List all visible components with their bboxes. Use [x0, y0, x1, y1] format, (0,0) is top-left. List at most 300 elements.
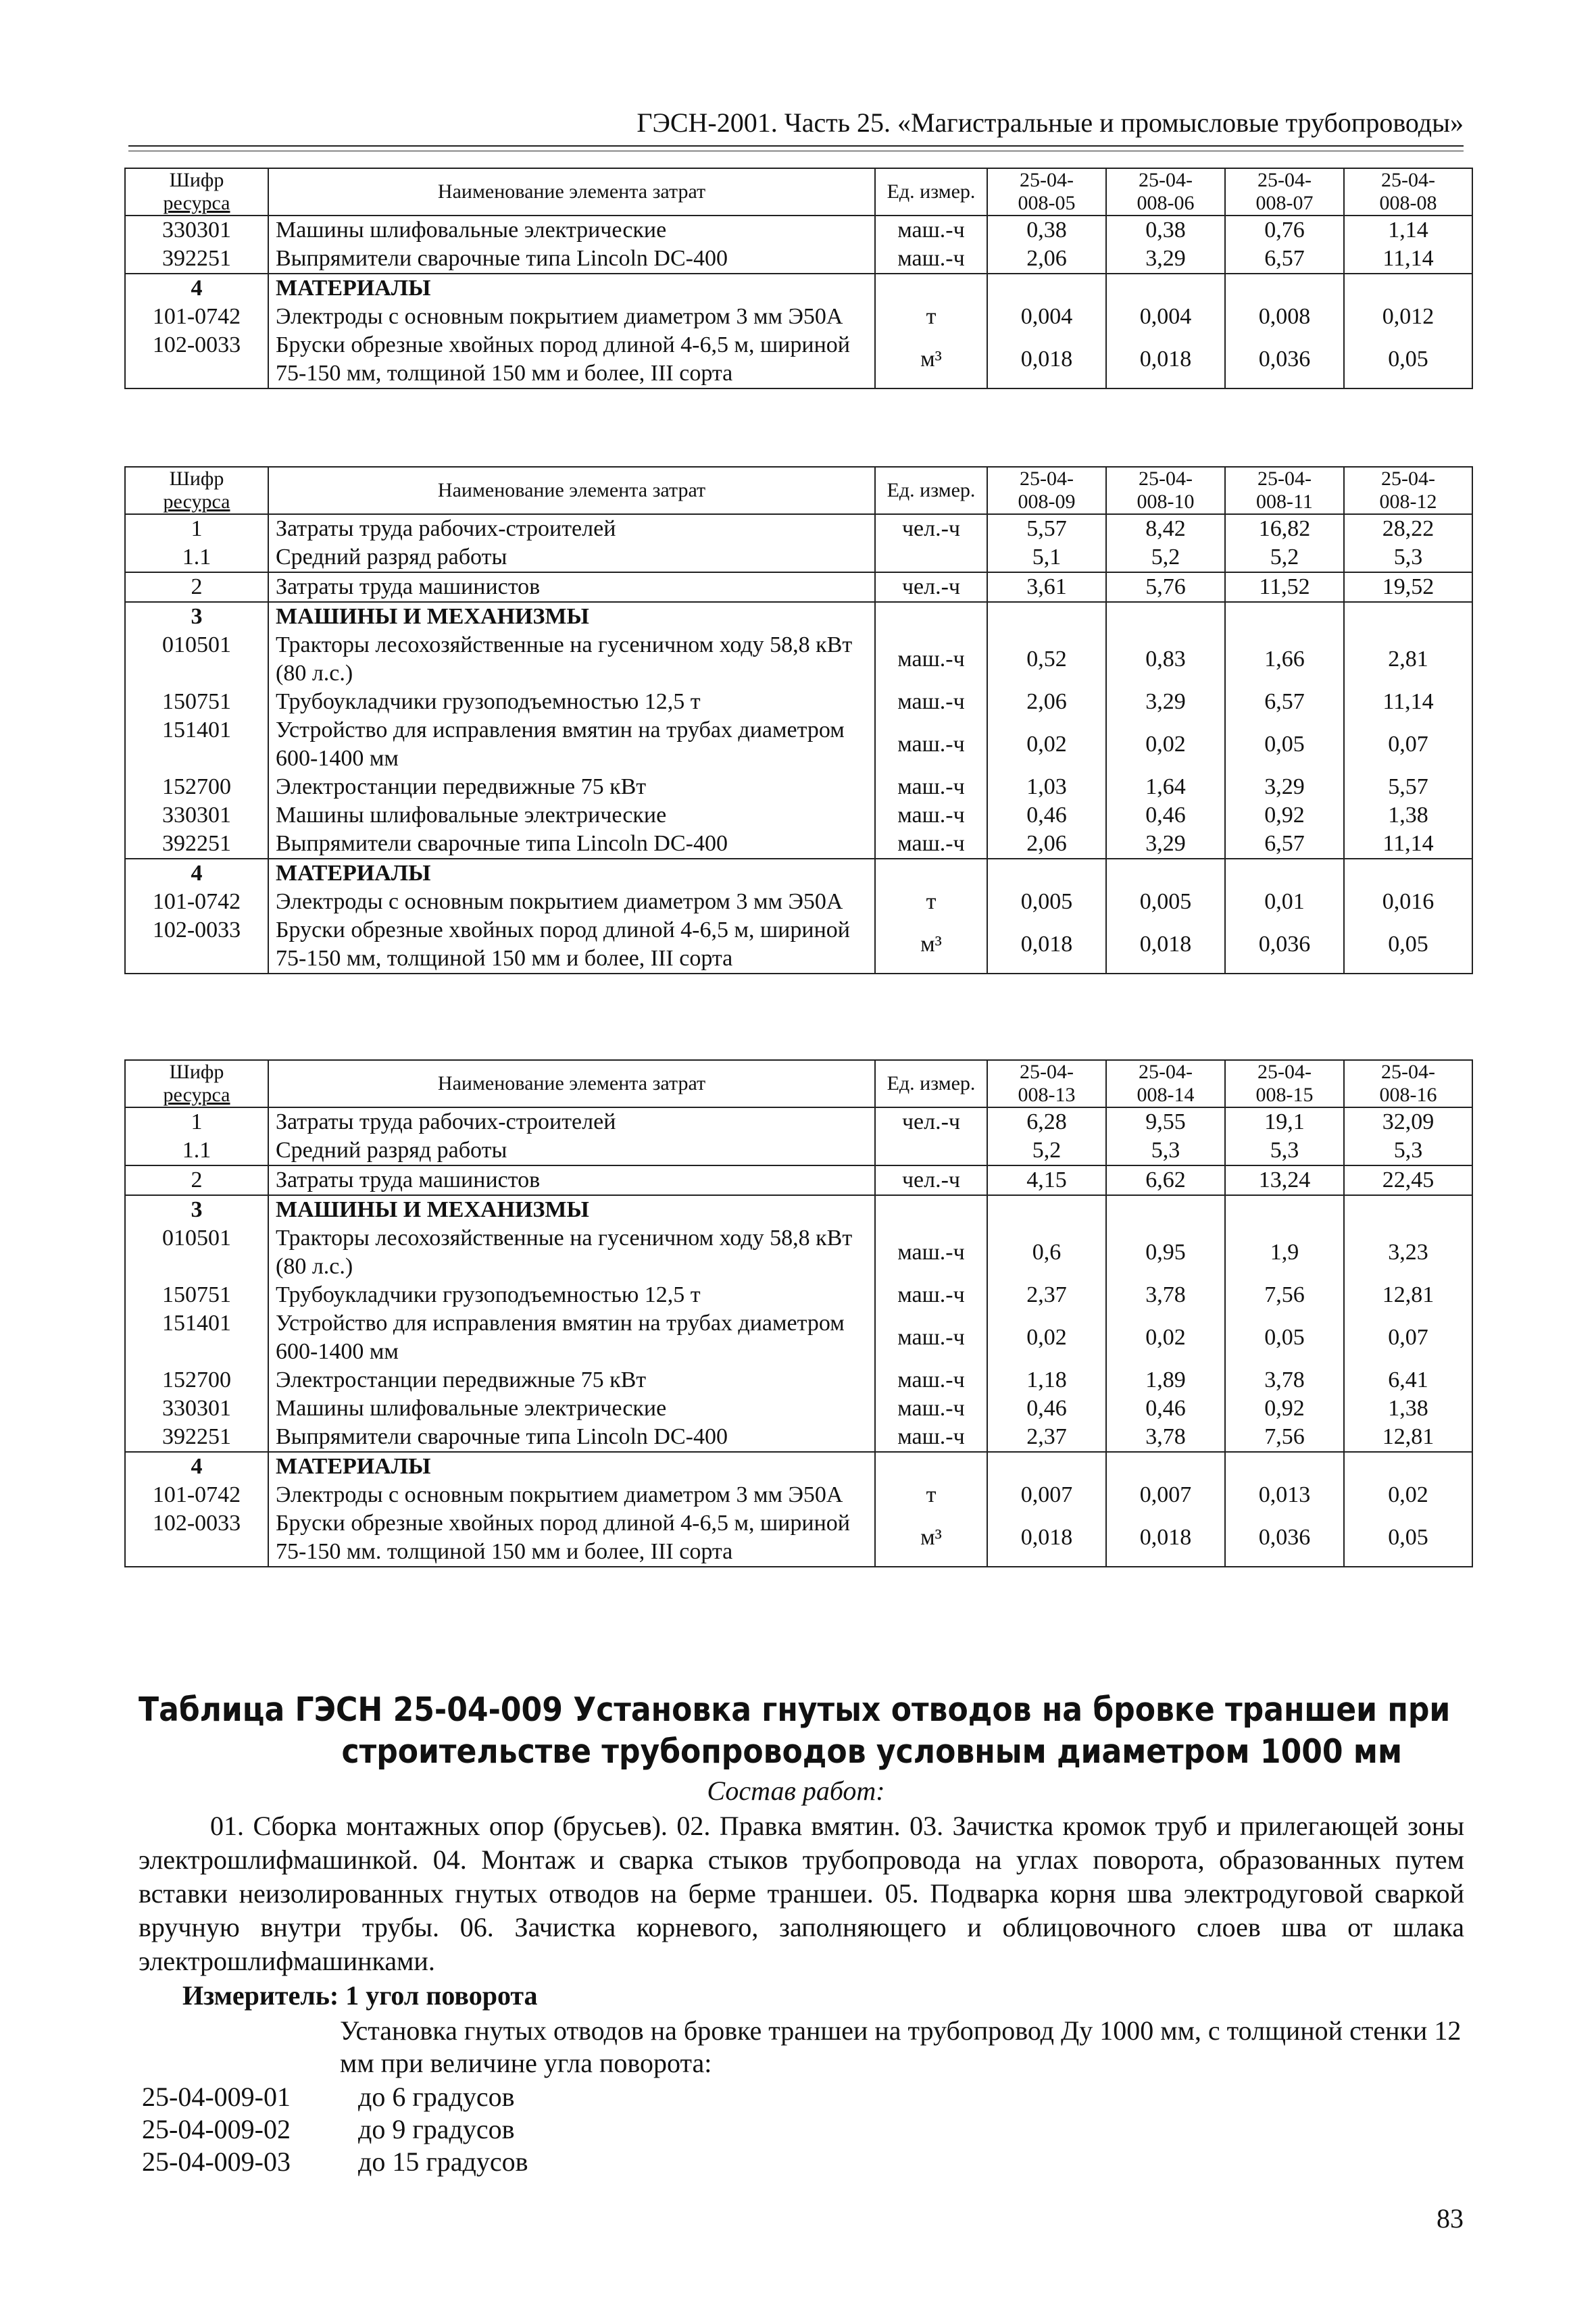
- cost-element-name: Машины шлифовальные электрические: [268, 801, 875, 830]
- value-cell: 0,016: [1344, 888, 1472, 916]
- position-item: [142, 2113, 515, 2146]
- value-cell: 0,004: [987, 303, 1106, 331]
- value-cell: 2,81: [1344, 631, 1472, 688]
- value-cell: 3,78: [1225, 1366, 1344, 1394]
- value-cell: 0,92: [1225, 1394, 1344, 1423]
- value-cell: 0,007: [1106, 1481, 1225, 1509]
- value-cell: 0,52: [987, 631, 1106, 688]
- cost-element-name: Устройство для исправления вмятин на трубах диаметром 600-1400 мм: [268, 1309, 875, 1366]
- table-header-row: [125, 467, 1472, 514]
- table-row: [125, 1309, 1472, 1366]
- resource-code: 102-0033: [125, 331, 268, 388]
- resource-code: 330301: [125, 801, 268, 830]
- value-cell: 6,41: [1344, 1366, 1472, 1394]
- cost-element-name: Выпрямители сварочные типа Lincoln DC-400: [268, 1423, 875, 1452]
- resource-code: 101-0742: [125, 888, 268, 916]
- position-item: [142, 2081, 515, 2113]
- value-cell: 0,05: [1344, 1509, 1472, 1567]
- header-label: 008-09: [1018, 491, 1076, 513]
- unit-cell: т: [875, 303, 987, 331]
- value-cell: 0,004: [1106, 303, 1225, 331]
- resource-code: 010501: [125, 1224, 268, 1281]
- value-cell: 0,76: [1225, 216, 1344, 245]
- value-cell: 1,89: [1106, 1366, 1225, 1394]
- value-cell: 3,29: [1106, 688, 1225, 716]
- cost-element-name: Машины шлифовальные электрические: [268, 1394, 875, 1423]
- value-cell: 3,78: [1106, 1423, 1225, 1452]
- value-cell: 0,018: [987, 1509, 1106, 1567]
- value-cell: 11,14: [1344, 245, 1472, 274]
- value-cell: 1,38: [1344, 1394, 1472, 1423]
- resource-code: 152700: [125, 1366, 268, 1394]
- header-norm-code: [1106, 168, 1225, 216]
- header-label: 25-04-: [1139, 169, 1193, 191]
- value-cell: 0,018: [1106, 331, 1225, 388]
- table-row: [125, 801, 1472, 830]
- cost-element-name: Электроды с основным покрытием диаметром 3 мм Э50А: [268, 888, 875, 916]
- value-cell: [1106, 602, 1225, 631]
- value-cell: 0,018: [1106, 916, 1225, 974]
- header-norm-code: [987, 168, 1106, 216]
- value-cell: 1,14: [1344, 216, 1472, 245]
- position-code: 25-04-009-01: [142, 2082, 291, 2112]
- value-cell: 1,66: [1225, 631, 1344, 688]
- value-cell: 0,46: [1106, 1394, 1225, 1423]
- value-cell: 0,005: [1106, 888, 1225, 916]
- resource-code: 102-0033: [125, 916, 268, 974]
- value-cell: 0,02: [1344, 1481, 1472, 1509]
- value-cell: [1106, 859, 1225, 888]
- value-cell: 5,3: [1106, 1136, 1225, 1165]
- value-cell: 2,37: [987, 1423, 1106, 1452]
- table-row: [125, 245, 1472, 274]
- value-cell: [987, 274, 1106, 303]
- value-cell: 9,55: [1106, 1107, 1225, 1136]
- cost-element-name: Выпрямители сварочные типа Lincoln DC-400: [268, 245, 875, 274]
- unit-cell: маш.-ч: [875, 830, 987, 859]
- header-label: 008-05: [1018, 192, 1076, 214]
- table-row: [125, 1423, 1472, 1452]
- cost-element-name: Электростанции передвижные 75 кВт: [268, 1366, 875, 1394]
- position-code: 25-04-009-02: [142, 2114, 291, 2144]
- header-label: Шифр: [169, 169, 224, 191]
- position-text: до 6 градусов: [358, 2082, 515, 2112]
- resource-code: 1: [125, 514, 268, 543]
- cost-element-name: Трубоукладчики грузоподъемностью 12,5 т: [268, 1281, 875, 1309]
- header-norm-code: [987, 1060, 1106, 1107]
- value-cell: 2,06: [987, 830, 1106, 859]
- value-cell: 6,28: [987, 1107, 1106, 1136]
- cost-element-name: Электроды с основным покрытием диаметром 3 мм Э50А: [268, 303, 875, 331]
- resource-table-3: [124, 1059, 1473, 1567]
- value-cell: 0,46: [987, 1394, 1106, 1423]
- cost-element-name: Затраты труда рабочих-строителей: [268, 1107, 875, 1136]
- value-cell: [1225, 602, 1344, 631]
- table-row: [125, 1366, 1472, 1394]
- value-cell: [1225, 1195, 1344, 1224]
- table-row: [125, 1136, 1472, 1165]
- resource-code: 330301: [125, 1394, 268, 1423]
- unit-cell: маш.-ч: [875, 716, 987, 773]
- unit-cell: маш.-ч: [875, 631, 987, 688]
- value-cell: 0,018: [1106, 1509, 1225, 1567]
- resource-code: 150751: [125, 688, 268, 716]
- value-cell: 11,14: [1344, 688, 1472, 716]
- cost-element-name: Электроды с основным покрытием диаметром 3 мм Э50А: [268, 1481, 875, 1509]
- value-cell: 0,007: [987, 1481, 1106, 1509]
- table-row: [125, 514, 1472, 543]
- cost-element-name: Электростанции передвижные 75 кВт: [268, 773, 875, 801]
- value-cell: 0,6: [987, 1224, 1106, 1281]
- resource-code: 101-0742: [125, 303, 268, 331]
- unit-cell: [875, 1136, 987, 1165]
- resource-code: 1.1: [125, 1136, 268, 1165]
- header-cost-element: Наименование элемента затрат: [268, 1060, 875, 1107]
- value-cell: 5,3: [1344, 1136, 1472, 1165]
- section-row: [125, 1195, 1472, 1224]
- value-cell: 7,56: [1225, 1281, 1344, 1309]
- value-cell: 1,18: [987, 1366, 1106, 1394]
- value-cell: [987, 1452, 1106, 1481]
- header-label: Шифр: [169, 468, 224, 490]
- unit-cell: маш.-ч: [875, 216, 987, 245]
- value-cell: [1106, 274, 1225, 303]
- section-title: [139, 1689, 1463, 1773]
- value-cell: 3,29: [1106, 830, 1225, 859]
- cost-element-name: Тракторы лесохозяйственные на гусеничном ходу 58,8 кВт (80 л.с.): [268, 631, 875, 688]
- header-label: 25-04-: [1139, 1061, 1193, 1083]
- value-cell: 22,45: [1344, 1165, 1472, 1195]
- cost-element-name: Устройство для исправления вмятин на трубах диаметром 600-1400 мм: [268, 716, 875, 773]
- cost-element-name: Бруски обрезные хвойных пород длиной 4-6,5 м, шириной 75-150 мм. толщиной 150 мм и более, III сорта: [268, 1509, 875, 1567]
- composition-label: Состав работ:: [707, 1776, 885, 1806]
- unit-cell: [875, 1452, 987, 1481]
- resource-code: 3: [125, 602, 268, 631]
- header-resource-code: [125, 467, 268, 514]
- value-cell: 0,05: [1225, 1309, 1344, 1366]
- value-cell: 5,2: [987, 1136, 1106, 1165]
- header-label: 008-07: [1255, 192, 1314, 214]
- value-cell: 0,018: [987, 331, 1106, 388]
- value-cell: 4,15: [987, 1165, 1106, 1195]
- table-row: [125, 773, 1472, 801]
- resource-code: 010501: [125, 631, 268, 688]
- unit-cell: чел.-ч: [875, 1165, 987, 1195]
- value-cell: 16,82: [1225, 514, 1344, 543]
- unit-cell: м³: [875, 1509, 987, 1567]
- table-row: [125, 830, 1472, 859]
- unit-cell: чел.-ч: [875, 1107, 987, 1136]
- resource-code: 4: [125, 1452, 268, 1481]
- value-cell: 5,76: [1106, 572, 1225, 602]
- value-cell: 12,81: [1344, 1281, 1472, 1309]
- value-cell: 11,14: [1344, 830, 1472, 859]
- value-cell: 0,46: [1106, 801, 1225, 830]
- cost-element-name: Затраты труда машинистов: [268, 572, 875, 602]
- header-norm-code: [1225, 168, 1344, 216]
- header-label: 25-04-: [1020, 1061, 1074, 1083]
- header-label: 008-14: [1137, 1084, 1195, 1106]
- value-cell: 3,29: [1106, 245, 1225, 274]
- section-title-line-2: строительстве трубопроводов условным диаметром 1000 мм: [341, 1732, 1402, 1771]
- resource-table-2: [124, 466, 1473, 974]
- header-norm-code: [1225, 1060, 1344, 1107]
- header-norm-code: [1344, 1060, 1472, 1107]
- section-row: [125, 274, 1472, 303]
- table-row: [125, 1509, 1472, 1567]
- header-label: 008-11: [1256, 491, 1313, 513]
- value-cell: 0,036: [1225, 331, 1344, 388]
- value-cell: [1344, 1452, 1472, 1481]
- value-cell: 3,78: [1106, 1281, 1225, 1309]
- value-cell: [1225, 274, 1344, 303]
- cost-element-name: Трубоукладчики грузоподъемностью 12,5 т: [268, 688, 875, 716]
- value-cell: 2,37: [987, 1281, 1106, 1309]
- value-cell: 0,02: [987, 716, 1106, 773]
- value-cell: 0,012: [1344, 303, 1472, 331]
- resource-code: 151401: [125, 716, 268, 773]
- value-cell: 5,2: [1225, 543, 1344, 572]
- value-cell: [1344, 274, 1472, 303]
- composition-text: 01. Сборка монтажных опор (брусьев). 02. Правка вмятин. 03. Зачистка кромок труб и прилегающей зоны электрошлифмашинкой. 04. Монтаж и сварка стыков трубопровода на углах поворота, образованных путем вставки неизолированных гнутых отводов на берме траншеи. 05. Подварка корня шва электродуговой сваркой вручную внутри трубы. 06. Зачистка корневого, заполняющего и облицовочного слоев шва от шлака электрошлифмашинками.: [139, 1811, 1464, 1976]
- value-cell: 0,02: [1106, 1309, 1225, 1366]
- resource-code: 4: [125, 859, 268, 888]
- unit-cell: т: [875, 1481, 987, 1509]
- table-row: [125, 888, 1472, 916]
- value-cell: 5,57: [1344, 773, 1472, 801]
- cost-element-name: МАТЕРИАЛЫ: [268, 859, 875, 888]
- value-cell: 2,06: [987, 245, 1106, 274]
- header-label: 25-04-: [1139, 468, 1193, 490]
- table-row: [125, 631, 1472, 688]
- header-norm-code: [1344, 168, 1472, 216]
- value-cell: 0,02: [1106, 716, 1225, 773]
- value-cell: 0,38: [987, 216, 1106, 245]
- value-cell: 12,81: [1344, 1423, 1472, 1452]
- value-cell: 11,52: [1225, 572, 1344, 602]
- header-norm-code: [1106, 1060, 1225, 1107]
- section-row: [125, 859, 1472, 888]
- header-cost-element: Наименование элемента затрат: [268, 168, 875, 216]
- table-row: [125, 331, 1472, 388]
- value-cell: 0,013: [1225, 1481, 1344, 1509]
- value-cell: 1,9: [1225, 1224, 1344, 1281]
- resource-code: 392251: [125, 830, 268, 859]
- unit-cell: маш.-ч: [875, 801, 987, 830]
- section-row: [125, 602, 1472, 631]
- unit-cell: м³: [875, 916, 987, 974]
- value-cell: [1344, 1195, 1472, 1224]
- running-header: ГЭСН-2001. Часть 25. «Магистральные и промысловые трубопроводы»: [637, 107, 1464, 138]
- cost-element-name: Средний разряд работы: [268, 1136, 875, 1165]
- value-cell: 5,3: [1344, 543, 1472, 572]
- table-row: [125, 572, 1472, 602]
- table-row: [125, 688, 1472, 716]
- value-cell: 0,05: [1225, 716, 1344, 773]
- cost-element-name: Затраты труда машинистов: [268, 1165, 875, 1195]
- header-cost-element: Наименование элемента затрат: [268, 467, 875, 514]
- unit-cell: маш.-ч: [875, 1366, 987, 1394]
- value-cell: 0,83: [1106, 631, 1225, 688]
- resource-code: 1: [125, 1107, 268, 1136]
- header-label: 25-04-: [1257, 1061, 1312, 1083]
- value-cell: [1106, 1195, 1225, 1224]
- header-rule: [128, 145, 1464, 147]
- cost-element-name: МАШИНЫ И МЕХАНИЗМЫ: [268, 1195, 875, 1224]
- value-cell: [1344, 859, 1472, 888]
- cost-element-name: Затраты труда рабочих-строителей: [268, 514, 875, 543]
- value-cell: 5,2: [1106, 543, 1225, 572]
- table-row: [125, 1107, 1472, 1136]
- unit-cell: [875, 543, 987, 572]
- value-cell: 28,22: [1344, 514, 1472, 543]
- value-cell: 0,07: [1344, 716, 1472, 773]
- value-cell: 13,24: [1225, 1165, 1344, 1195]
- section-title-line-1: Таблица ГЭСН 25-04-009 Установка гнутых отводов на бровке траншеи при: [139, 1690, 1451, 1729]
- section-row: [125, 1452, 1472, 1481]
- unit-cell: маш.-ч: [875, 1423, 987, 1452]
- header-label: 25-04-: [1257, 169, 1312, 191]
- table-row: [125, 1165, 1472, 1195]
- value-cell: 0,018: [987, 916, 1106, 974]
- resource-code: 151401: [125, 1309, 268, 1366]
- resource-code: 392251: [125, 245, 268, 274]
- value-cell: 0,05: [1344, 916, 1472, 974]
- unit-cell: [875, 859, 987, 888]
- header-label: Шифр: [169, 1061, 224, 1083]
- value-cell: 0,05: [1344, 331, 1472, 388]
- value-cell: [987, 1195, 1106, 1224]
- header-norm-code: [987, 467, 1106, 514]
- header-label: ресурса: [163, 491, 230, 513]
- value-cell: 5,3: [1225, 1136, 1344, 1165]
- header-resource-code: [125, 1060, 268, 1107]
- value-cell: [1225, 1452, 1344, 1481]
- unit-cell: [875, 274, 987, 303]
- meter-label: Измеритель: 1 угол поворота: [182, 1980, 538, 2011]
- header-resource-code: [125, 168, 268, 216]
- value-cell: 5,57: [987, 514, 1106, 543]
- value-cell: 0,036: [1225, 1509, 1344, 1567]
- table-row: [125, 1394, 1472, 1423]
- header-label: 25-04-: [1381, 468, 1435, 490]
- unit-cell: [875, 1195, 987, 1224]
- table-row: [125, 216, 1472, 245]
- value-cell: 0,005: [987, 888, 1106, 916]
- value-cell: 19,52: [1344, 572, 1472, 602]
- unit-cell: маш.-ч: [875, 1281, 987, 1309]
- cost-element-name: Тракторы лесохозяйственные на гусеничном ходу 58,8 кВт (80 л.с.): [268, 1224, 875, 1281]
- resource-code: 392251: [125, 1423, 268, 1452]
- position-code: 25-04-009-03: [142, 2146, 291, 2177]
- resource-code: 4: [125, 274, 268, 303]
- value-cell: [1106, 1452, 1225, 1481]
- value-cell: 6,57: [1225, 688, 1344, 716]
- value-cell: 19,1: [1225, 1107, 1344, 1136]
- header-norm-code: [1106, 467, 1225, 514]
- resource-code: 2: [125, 572, 268, 602]
- cost-element-name: Выпрямители сварочные типа Lincoln DC-400: [268, 830, 875, 859]
- unit-cell: чел.-ч: [875, 514, 987, 543]
- value-cell: [1344, 602, 1472, 631]
- value-cell: 1,03: [987, 773, 1106, 801]
- header-label: ресурса: [163, 1084, 230, 1106]
- unit-cell: [875, 602, 987, 631]
- value-cell: 0,01: [1225, 888, 1344, 916]
- header-norm-code: [1344, 467, 1472, 514]
- table-row: [125, 303, 1472, 331]
- value-cell: [1225, 859, 1344, 888]
- value-cell: 0,008: [1225, 303, 1344, 331]
- unit-cell: маш.-ч: [875, 773, 987, 801]
- position-text: до 9 градусов: [358, 2114, 515, 2144]
- resource-code: 102-0033: [125, 1509, 268, 1567]
- header-norm-code: [1225, 467, 1344, 514]
- value-cell: 6,57: [1225, 830, 1344, 859]
- cost-element-name: МАШИНЫ И МЕХАНИЗМЫ: [268, 602, 875, 631]
- header-label: 25-04-: [1381, 169, 1435, 191]
- unit-cell: маш.-ч: [875, 245, 987, 274]
- header-unit: Ед. измер.: [875, 1060, 987, 1107]
- resource-table-1: [124, 168, 1473, 389]
- value-cell: 3,23: [1344, 1224, 1472, 1281]
- cost-element-name: МАТЕРИАЛЫ: [268, 274, 875, 303]
- table-header-row: [125, 1060, 1472, 1107]
- table-row: [125, 1281, 1472, 1309]
- header-label: ресурса: [163, 192, 230, 214]
- header-label: 008-16: [1379, 1084, 1437, 1106]
- header-label: 008-08: [1379, 192, 1437, 214]
- unit-cell: м³: [875, 331, 987, 388]
- header-label: 008-13: [1018, 1084, 1076, 1106]
- value-cell: [987, 602, 1106, 631]
- value-cell: 1,64: [1106, 773, 1225, 801]
- value-cell: 0,95: [1106, 1224, 1225, 1281]
- header-unit: Ед. измер.: [875, 168, 987, 216]
- header-label: 25-04-: [1257, 468, 1312, 490]
- cost-element-name: Средний разряд работы: [268, 543, 875, 572]
- unit-cell: маш.-ч: [875, 1224, 987, 1281]
- position-text: до 15 градусов: [358, 2146, 528, 2177]
- page-number: 83: [1437, 2203, 1464, 2234]
- header-label: 008-06: [1137, 192, 1195, 214]
- value-cell: 0,92: [1225, 801, 1344, 830]
- resource-code: 330301: [125, 216, 268, 245]
- header-label: 25-04-: [1381, 1061, 1435, 1083]
- value-cell: 2,06: [987, 688, 1106, 716]
- value-cell: 32,09: [1344, 1107, 1472, 1136]
- table-header-row: [125, 168, 1472, 216]
- header-label: 25-04-: [1020, 468, 1074, 490]
- table-row: [125, 716, 1472, 773]
- cost-element-name: МАТЕРИАЛЫ: [268, 1452, 875, 1481]
- cost-element-name: Бруски обрезные хвойных пород длиной 4-6,5 м, шириной 75-150 мм, толщиной 150 мм и более, III сорта: [268, 331, 875, 388]
- value-cell: 0,07: [1344, 1309, 1472, 1366]
- resource-code: 3: [125, 1195, 268, 1224]
- value-cell: 0,38: [1106, 216, 1225, 245]
- table-row: [125, 1224, 1472, 1281]
- value-cell: [987, 859, 1106, 888]
- header-label: 008-12: [1379, 491, 1437, 513]
- resource-code: 152700: [125, 773, 268, 801]
- table-row: [125, 916, 1472, 974]
- cost-element-name: Машины шлифовальные электрические: [268, 216, 875, 245]
- value-cell: 0,46: [987, 801, 1106, 830]
- table-row: [125, 1481, 1472, 1509]
- value-cell: 3,29: [1225, 773, 1344, 801]
- position-item: [142, 2146, 528, 2178]
- value-cell: 3,61: [987, 572, 1106, 602]
